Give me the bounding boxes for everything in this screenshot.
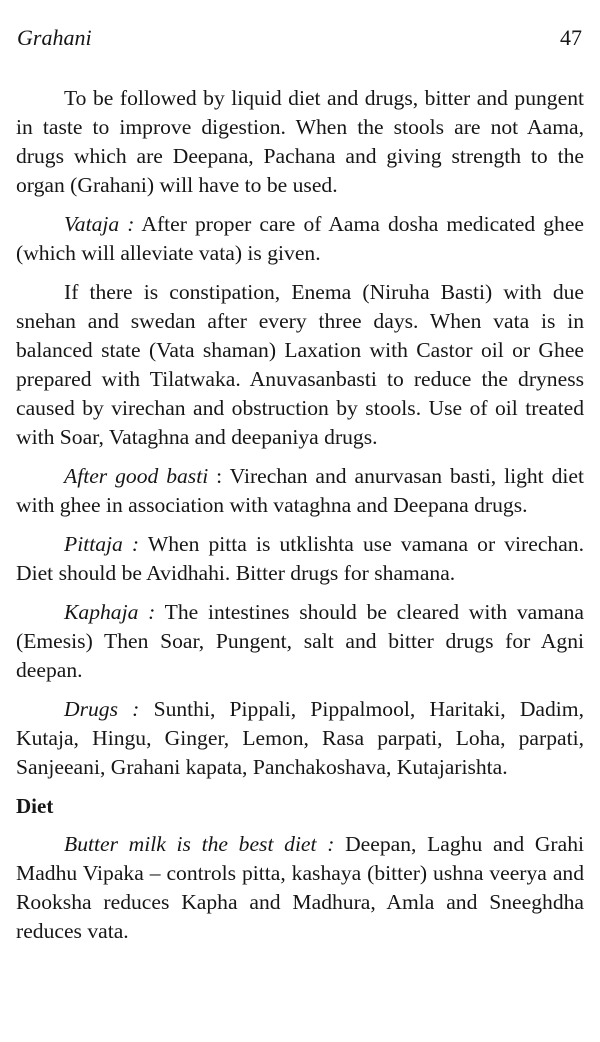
paragraph-text: Deepan, Laghu and Grahi Madhu Vipaka – controls pitta, kashaya (bitter) ushna veerya and Rooksha reduces Kapha and Madhura, Amla and Sneeghdha reduces vata. — [16, 832, 584, 943]
paragraph-pittaja — [16, 530, 584, 588]
paragraph-text: Sunthi, Pippali, Pippalmool, Haritaki, Dadim, Kutaja, Hingu, Ginger, Lemon, Rasa parpati, Loha, parpati, Sanjeeani, Grahani kapata, Panchakoshava, Kutajarishta. — [16, 697, 584, 779]
paragraph-text: If there is constipation, Enema (Niruha Basti) with due snehan and swedan after every three days. When vata is in balanced state (Vata shaman) Laxation with Castor oil or Ghee prepared with Tilatwaka. Anuvasanbasti to reduce the dryness caused by virechan and obstruction by stools. Use of oil treated with Soar, Vataghna and deepaniya drugs. — [16, 280, 584, 449]
paragraph-lead: Pittaja : — [64, 532, 140, 556]
paragraph-lead: After good basti — [64, 464, 209, 488]
paragraph-after-good-basti — [16, 462, 584, 520]
section-heading-diet: Diet — [16, 794, 54, 818]
paragraph-text: : Virechan and anurvasan basti, light diet with ghee in association with vataghna and Deepana drugs. — [16, 464, 584, 517]
paragraph-text: The intestines should be cleared with vamana (Emesis) Then Soar, Pungent, salt and bitter drugs for Agni deepan. — [16, 600, 584, 682]
paragraph-vataja — [16, 210, 584, 268]
paragraph-drugs — [16, 695, 584, 782]
paragraph-butter-milk — [16, 830, 584, 946]
paragraph-constipation — [16, 278, 584, 452]
running-head — [17, 24, 582, 52]
paragraph-lead: Drugs : — [64, 697, 140, 721]
chapter-title: Grahani — [17, 25, 92, 50]
paragraph-text: After proper care of Aama dosha medicated ghee (which will alleviate vata) is given. — [16, 212, 584, 265]
page-body — [16, 84, 584, 956]
paragraph-kaphaja — [16, 598, 584, 685]
page-number: 47 — [560, 25, 582, 50]
paragraph-lead: Butter milk is the best diet : — [64, 832, 335, 856]
paragraph-text: When pitta is utklishta use vamana or virechan. Diet should be Avidhahi. Bitter drugs for shamana. — [16, 532, 584, 585]
paragraph-lead: Kaphaja : — [64, 600, 156, 624]
paragraph-text: To be followed by liquid diet and drugs, bitter and pungent in taste to improve digestion. When the stools are not Aama, drugs which are Deepana, Pachana and giving strength to the organ (Grahani) will have to be used. — [16, 86, 584, 197]
paragraph-lead: Vataja : — [64, 212, 135, 236]
paragraph-intro — [16, 84, 584, 200]
